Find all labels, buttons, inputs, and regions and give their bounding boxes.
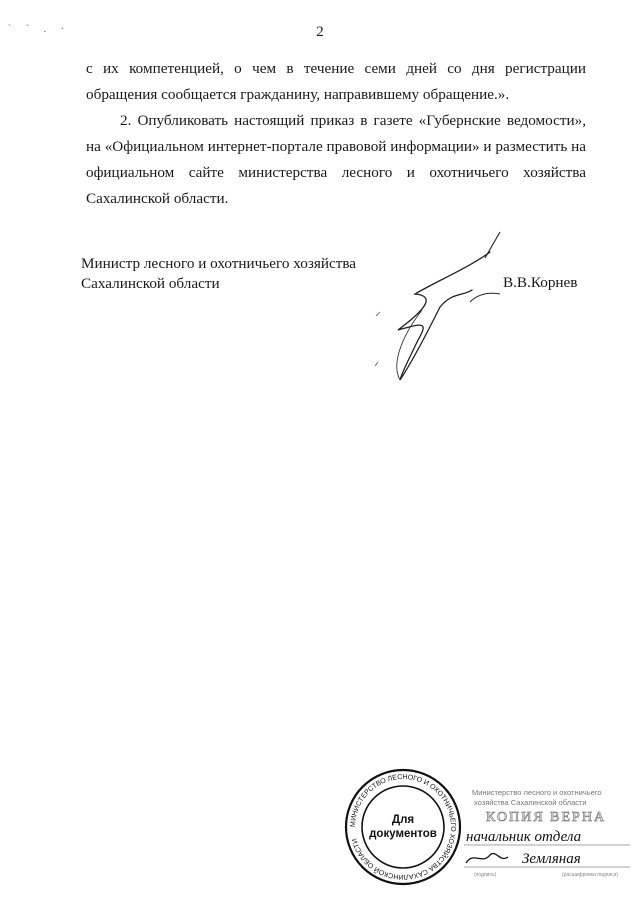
seal-label-line-2: документов	[369, 828, 437, 840]
certification-stamp	[452, 783, 632, 883]
scan-specks: ` ` . ·	[8, 24, 70, 35]
svg-text:КОПИЯ ВЕРНА: КОПИЯ ВЕРНА	[486, 810, 607, 825]
page-number: 2	[316, 24, 324, 40]
paragraph-1: с их компетенцией, о чем в течение семи дней со дня регистрации обращения сообщается гражданину, направившему обращение.».	[86, 60, 586, 103]
seal-label	[343, 767, 463, 887]
svg-text:(подпись): (подпись)	[474, 872, 497, 878]
handwritten-signature	[360, 212, 530, 392]
svg-text:Земляная: Земляная	[522, 851, 581, 867]
document-body	[86, 56, 586, 212]
svg-text:начальник отдела: начальник отдела	[466, 829, 582, 845]
seal-label-line-1: Для	[391, 814, 415, 826]
paragraph-2: 2. Опубликовать настоящий приказ в газете «Губернские ведомости», на «Официальном интернет-портале правовой информации» и разместить на официальном сайте министерства лесного и охотничьего хозяйства Сахалинской области.	[86, 112, 586, 207]
signatory-title-line-1: Министр лесного и охотничьего хозяйства	[81, 255, 357, 272]
svg-text:Министерство лесного и охотнич: Министерство лесного и охотничьего	[472, 788, 602, 797]
signatory-title-line-2: Сахалинской области	[81, 275, 220, 292]
svg-text:хозяйства Сахалинской области: хозяйства Сахалинской области	[474, 798, 587, 807]
svg-text:(расшифровка подписи): (расшифровка подписи)	[562, 872, 619, 878]
signatory-title	[81, 254, 356, 294]
signatory-name: В.В.Корнев	[503, 274, 578, 291]
svg-text:МИНИСТЕРСТВО ЛЕСНОГО И ОХОТНИЧ: МИНИСТЕРСТВО ЛЕСНОГО И ОХОТНИЧЬЕГО ХОЗЯЙСТВА САХАЛИНСКОЙ ОБЛАСТИ	[349, 773, 457, 881]
